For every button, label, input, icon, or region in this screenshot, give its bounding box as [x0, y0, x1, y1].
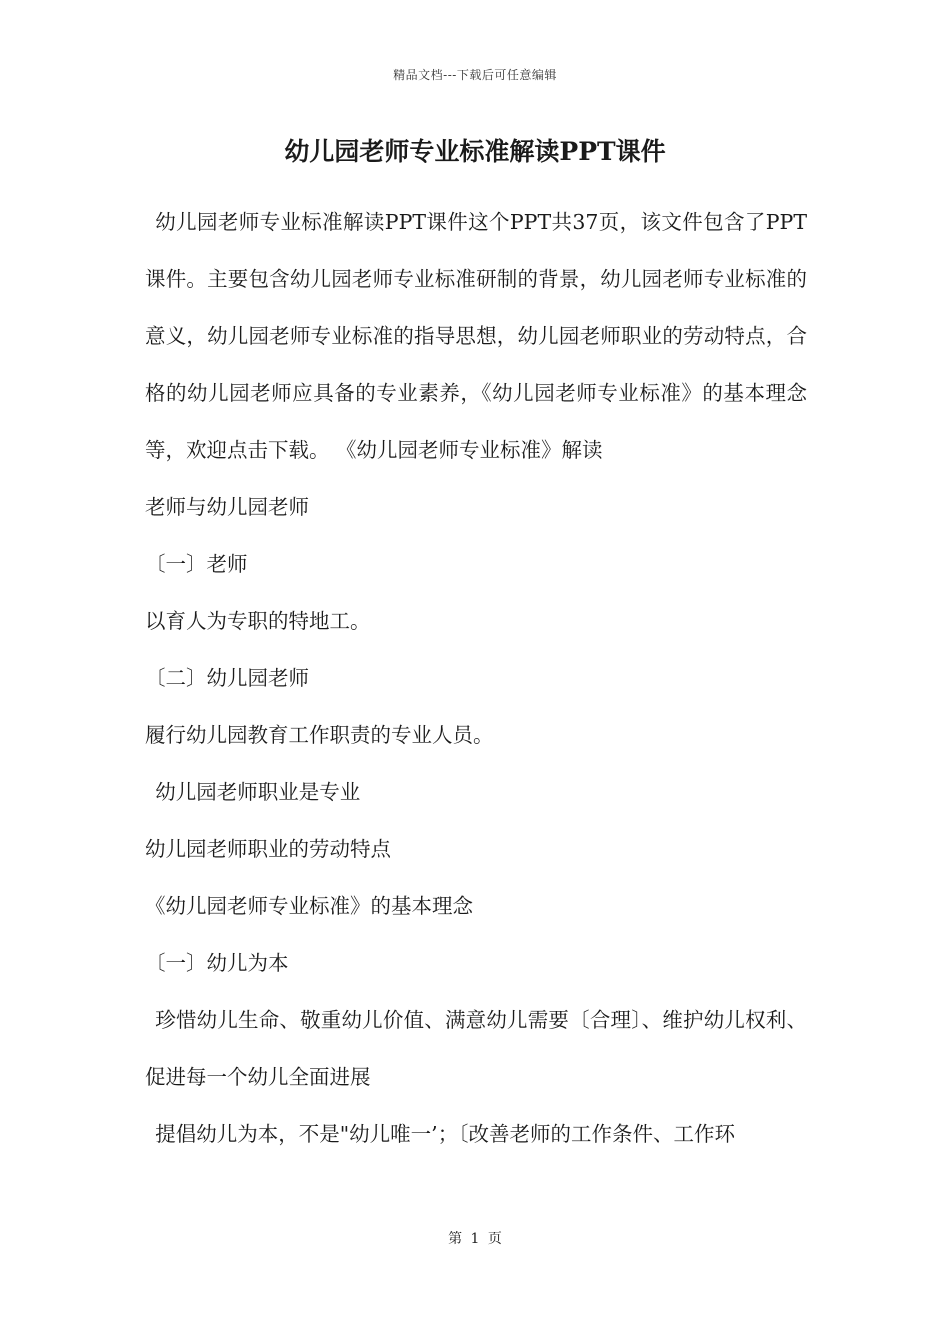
- paragraph: 《幼儿园老师专业标准》的基本理念: [145, 894, 473, 918]
- paragraph: 履行幼儿园教育工作职责的专业人员。: [145, 723, 494, 747]
- paragraph: 幼儿园老师职业是专业: [155, 780, 361, 804]
- document-body: [145, 194, 807, 1163]
- paragraph: 以育人为专职的特地工。: [145, 609, 371, 633]
- document-title: 幼儿园老师专业标准解读PPT课件: [284, 137, 666, 166]
- paragraph: 老师与幼儿园老师: [145, 495, 309, 519]
- paragraph: 〔二〕幼儿园老师: [145, 666, 309, 690]
- paragraph: 提倡幼儿为本，不是"幼儿唯一’；〔改善老师的工作条件、工作环: [155, 1122, 735, 1146]
- header-note: 精品文档---下载后可任意编辑: [393, 68, 557, 82]
- paragraph: 〔一〕老师: [145, 552, 248, 576]
- paragraph: 〔一〕幼儿为本: [145, 951, 289, 975]
- paragraph: 珍惜幼儿生命、敬重幼儿价值、满意幼儿需要〔合理〕、维护幼儿权利、促进每一个幼儿全面进展: [145, 1008, 807, 1089]
- page-number: 第 1 页: [448, 1231, 502, 1247]
- intro-paragraph: 幼儿园老师专业标准解读PPT课件这个PPT共37页，该文件包含了PPT课件。主要包含幼儿园老师专业标准研制的背景，幼儿园老师专业标准的意义，幼儿园老师专业标准的指导思想，幼儿园老师职业的劳动特点，合格的幼儿园老师应具备的专业素养，《幼儿园老师专业标准》的基本理念等，欢迎点击下载。 《幼儿园老师专业标准》解读: [145, 210, 807, 462]
- paragraph: 幼儿园老师职业的劳动特点: [145, 837, 391, 861]
